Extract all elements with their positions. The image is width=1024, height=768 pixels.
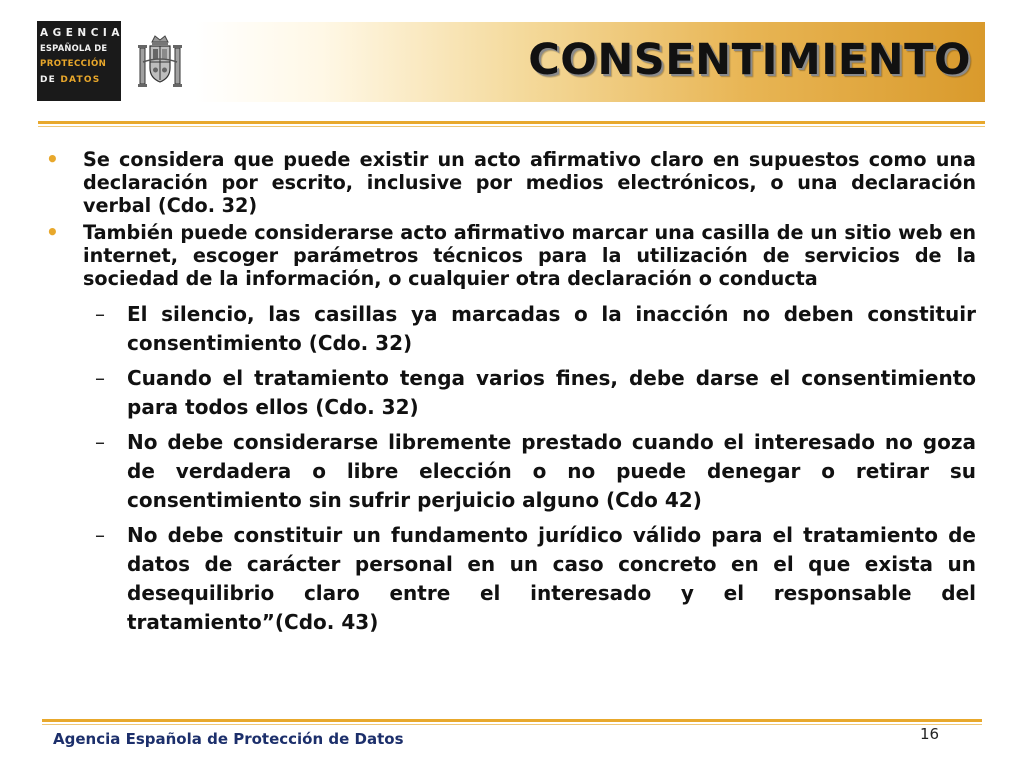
dash-marker: – — [95, 302, 105, 326]
logo-line-1: AGENCIA — [40, 27, 124, 39]
dash-marker: – — [95, 430, 105, 454]
bullet-marker: • — [46, 220, 59, 244]
sub-bullet-item-4 — [46, 521, 976, 637]
header-divider-thin — [38, 126, 985, 127]
logo-line-4-datos: DATOS — [60, 75, 101, 85]
logo-line-4-de: DE — [40, 75, 57, 85]
slide-title: CONSENTIMIENTO — [528, 35, 971, 85]
aepd-logo — [37, 21, 124, 101]
sub-bullet-item-3 — [46, 428, 976, 515]
logo-line-3: PROTECCIÓN — [40, 59, 107, 69]
page-number: 16 — [920, 725, 940, 743]
title-banner — [195, 22, 985, 102]
footer-divider-thin — [42, 724, 982, 725]
dash-marker: – — [95, 366, 105, 390]
header-divider — [38, 121, 985, 124]
sub-bullet-text: Cuando el tratamiento tenga varios fines, debe darse el consentimiento para todos ellos (Cdo. 32) — [127, 366, 976, 419]
logo-line-2: ESPAÑOLA DE — [40, 43, 108, 53]
bullet-text: Se considera que puede existir un acto afirmativo claro en supuestos como una declaración por escrito, inclusive por medios electrónicos, o una declaración verbal (Cdo. 32) — [83, 148, 976, 217]
sub-bullet-text: No debe constituir un fundamento jurídico válido para el tratamiento de datos de carácter personal en un caso concreto en el que exista un desequilibrio claro entre el interesado y el responsable del tratamiento”(Cdo. 43) — [127, 523, 976, 634]
footer-divider — [42, 719, 982, 722]
slide-body — [46, 148, 976, 637]
sub-bullet-item-1 — [46, 300, 976, 358]
coat-of-arms-icon — [135, 32, 185, 92]
sub-bullet-item-2 — [46, 364, 976, 422]
bullet-text: También puede considerarse acto afirmativo marcar una casilla de un sitio web en internet, escoger parámetros técnicos para la utilización de servicios de la sociedad de la información, o cualquier otra declaración o conducta — [83, 221, 976, 290]
sub-bullet-text: No debe considerarse libremente prestado cuando el interesado no goza de verdadera o libre elección o no puede denegar o retirar su consentimiento sin sufrir perjuicio alguno (Cdo 42) — [127, 430, 976, 512]
footer-organization: Agencia Española de Protección de Datos — [53, 730, 404, 748]
sub-bullet-text: El silencio, las casillas ya marcadas o la inacción no deben constituir consentimiento (Cdo. 32) — [127, 302, 976, 355]
bullet-marker: • — [46, 147, 59, 171]
logo-line-4 — [40, 74, 121, 87]
bullet-item-2 — [46, 221, 976, 290]
dash-marker: – — [95, 523, 105, 547]
bullet-item-1 — [46, 148, 976, 217]
